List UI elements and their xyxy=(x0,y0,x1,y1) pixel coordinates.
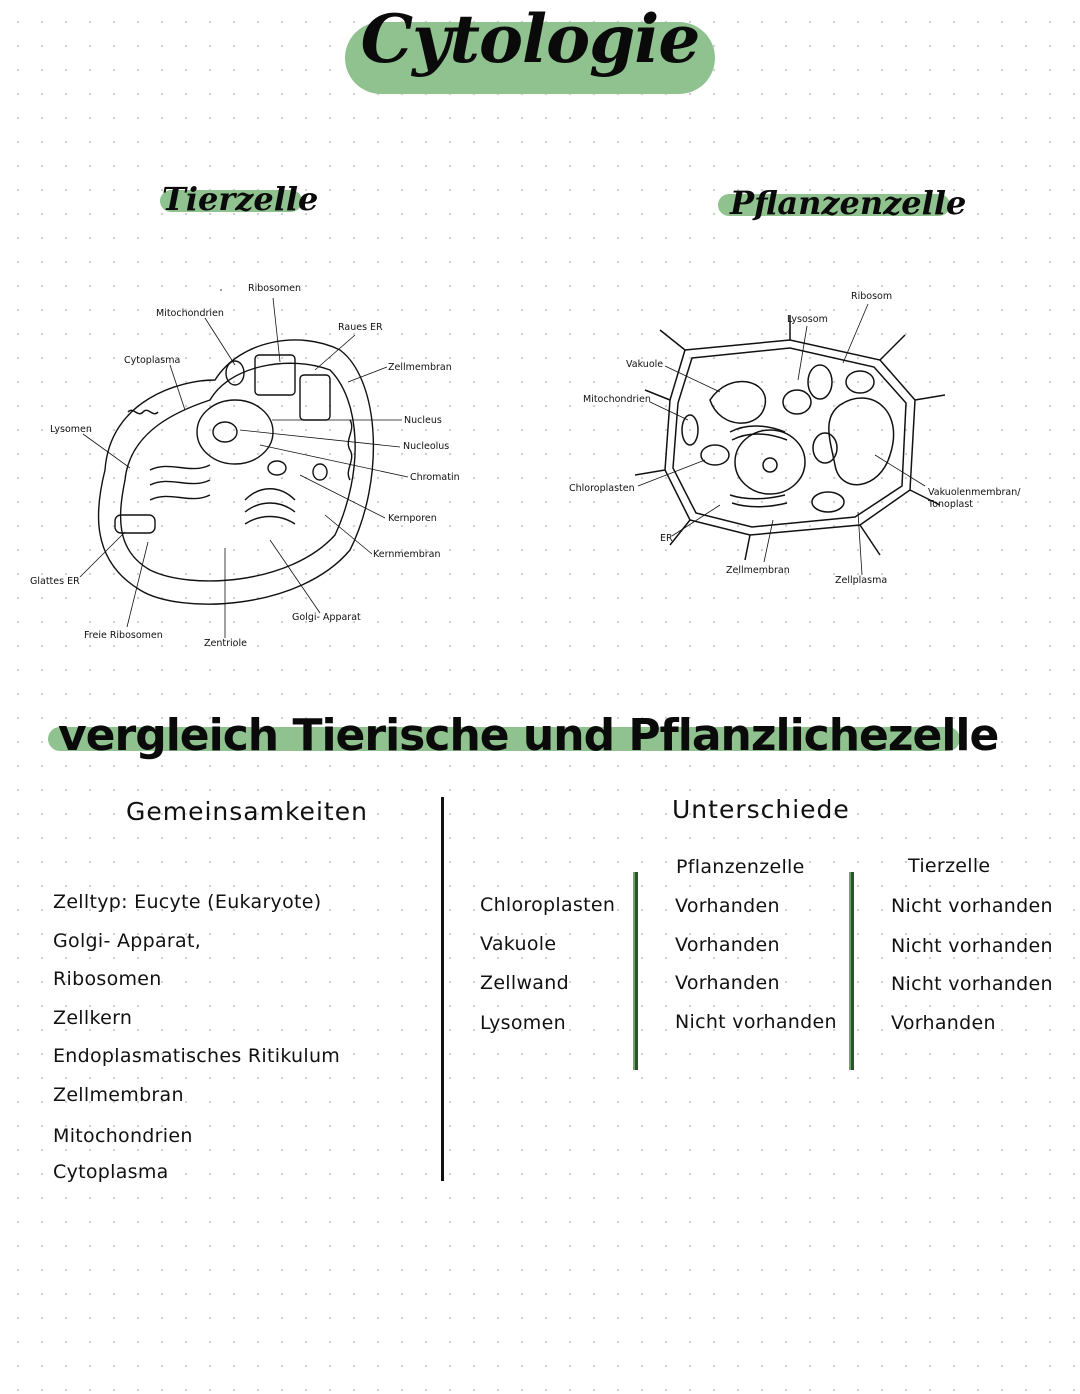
animal-value: Nicht vorhanden xyxy=(891,973,1053,995)
feature-label: Zellwand xyxy=(480,972,569,994)
column-divider xyxy=(441,797,444,1181)
page-title: Cytologie xyxy=(360,0,700,78)
common-item: Cytoplasma xyxy=(53,1161,169,1183)
feature-label: Lysomen xyxy=(480,1012,566,1034)
label-freie-ribosomen: Freie Ribosomen xyxy=(84,630,163,641)
label-zentriole: Zentriole xyxy=(204,638,247,649)
common-item: Zellkern xyxy=(53,1007,133,1029)
label-lysomen: Lysomen xyxy=(50,424,92,435)
label-kernmembran: Kernmembran xyxy=(373,549,441,560)
label-mitochondrien-animal: Mitochondrien xyxy=(156,308,224,319)
label-zellmembran-animal: Zellmembran xyxy=(388,362,452,373)
label-zellmembran-plant: Zellmembran xyxy=(726,565,790,576)
label-nucleus: Nucleus xyxy=(404,415,442,426)
label-lysosom: Lysosom xyxy=(787,314,828,325)
plant-cell-diagram xyxy=(560,290,1020,590)
label-ribosom: Ribosom xyxy=(851,291,893,302)
green-divider-1 xyxy=(633,872,638,1070)
animal-value: Nicht vorhanden xyxy=(891,895,1053,917)
comparison-heading: vergleich Tierische und Pflanzlichezelle xyxy=(58,710,999,761)
plant-value: Vorhanden xyxy=(675,895,780,917)
animal-value: Nicht vorhanden xyxy=(891,935,1053,957)
plant-cell-heading: Pflanzenzelle xyxy=(730,184,967,222)
label-vakuole: Vakuole xyxy=(626,359,664,370)
label-zellplasma: Zellplasma xyxy=(835,575,888,586)
label-raues-er: Raues ER xyxy=(338,322,383,333)
common-item: Zelltyp: Eucyte (Eukaryote) xyxy=(53,891,322,913)
label-golgi-animal: Golgi- Apparat xyxy=(292,612,361,623)
common-item: Golgi- Apparat, xyxy=(53,930,202,952)
label-nucleolus: Nucleolus xyxy=(403,441,450,452)
label-cytoplasma: Cytoplasma xyxy=(124,355,181,366)
plant-value: Vorhanden xyxy=(675,972,780,994)
plant-value: Vorhanden xyxy=(675,934,780,956)
animal-cell-diagram xyxy=(0,270,480,670)
green-divider-2 xyxy=(849,872,854,1070)
label-ribosomen: Ribosomen xyxy=(248,283,301,294)
plant-value: Nicht vorhanden xyxy=(675,1011,837,1033)
label-mitochondrien-plant: Mitochondrien xyxy=(583,394,651,405)
common-item: Mitochondrien xyxy=(53,1125,193,1147)
common-item: Ribosomen xyxy=(53,968,162,990)
feature-label: Vakuole xyxy=(480,933,557,955)
label-er: ER xyxy=(660,533,673,544)
common-item: Zellmembran xyxy=(53,1084,184,1106)
label-chromatin: Chromatin xyxy=(410,472,460,483)
label-chloroplasten: Chloroplasten xyxy=(569,483,635,494)
animal-cell-heading: Tierzelle xyxy=(162,180,319,218)
column-header-plant: Pflanzenzelle xyxy=(676,856,805,878)
label-vakuolenmembran-1: Vakuolenmembran/ xyxy=(928,487,1021,498)
differences-heading: Unterschiede xyxy=(672,795,850,824)
label-kernporen: Kernporen xyxy=(388,513,437,524)
feature-label: Chloroplasten xyxy=(480,894,616,916)
label-glattes-er: Glattes ER xyxy=(30,576,80,587)
label-vakuolenmembran-2: Tonoplast xyxy=(928,499,973,510)
common-item: Endoplasmatisches Ritikulum xyxy=(53,1045,341,1067)
common-heading: Gemeinsamkeiten xyxy=(126,797,368,826)
column-header-animal: Tierzelle xyxy=(908,855,991,877)
animal-value: Vorhanden xyxy=(891,1012,996,1034)
